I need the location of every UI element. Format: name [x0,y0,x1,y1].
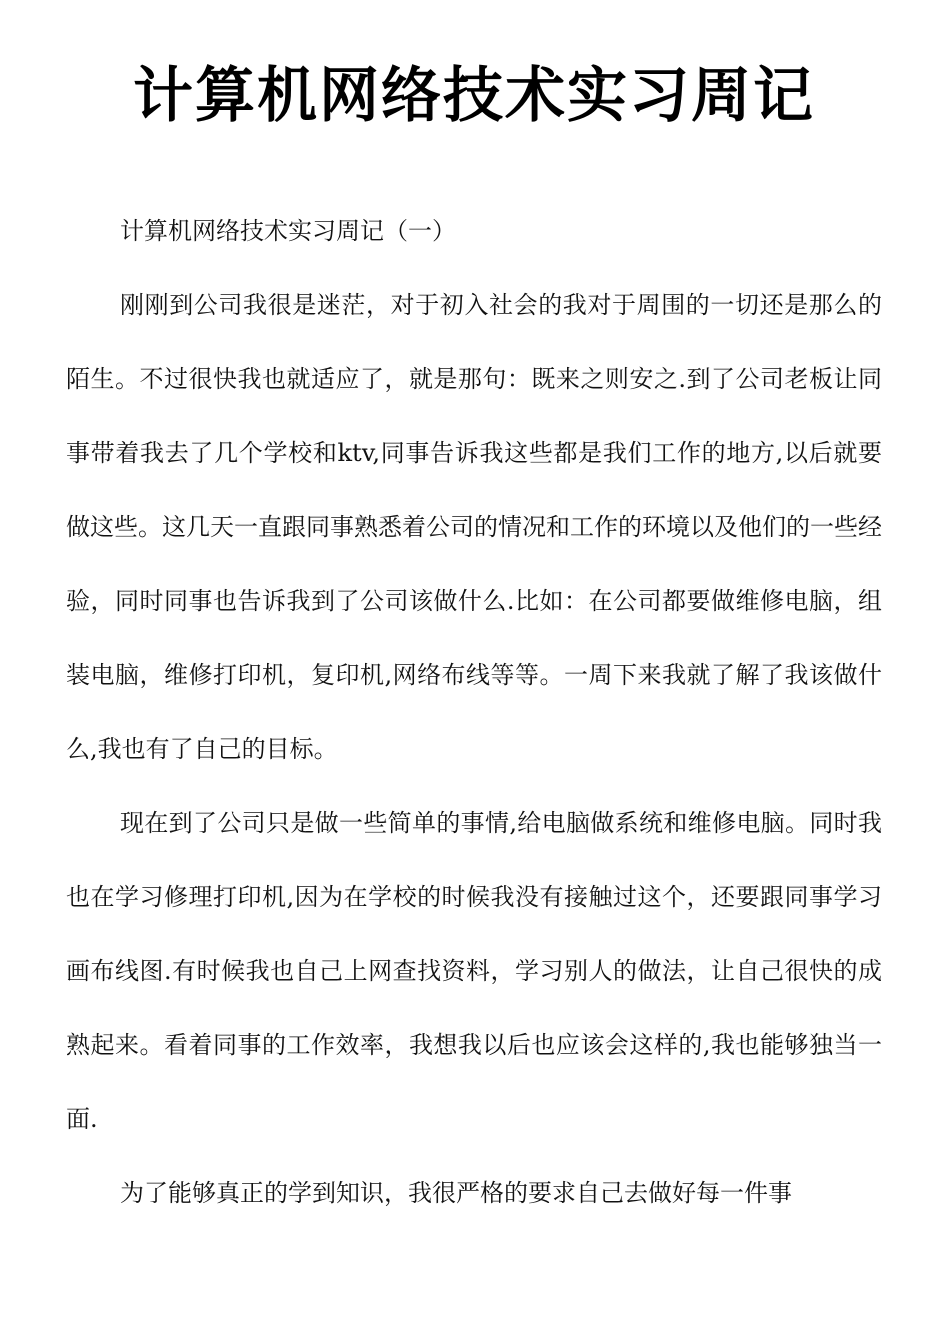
section-heading: 计算机网络技术实习周记（一） [120,217,456,245]
document-title: 计算机网络技术实习周记 [133,61,815,131]
paragraph-3: 为了能够真正的学到知识，我很严格的要求自己去做好每一件事 [120,1179,792,1207]
document-body [66,194,882,1230]
paragraph-1: 刚刚到公司我很是迷茫，对于初入社会的我对于周围的一切还是那么的陌生。不过很快我也就适应了，就是那句：既来之则安之.到了公司老板让同事带着我去了几个学校和ktv,同事告诉我这些都是我们工作的地方,以后就要做这些。这几天一直跟同事熟悉着公司的情况和工作的环境以及他们的一些经验，同时同事也告诉我到了公司该做什么.比如：在公司都要做维修电脑，组装电脑，维修打印机，复印机,网络布线等等。一周下来我就了解了我该做什么,我也有了自己的目标。 [66,291,882,763]
paragraph-2: 现在到了公司只是做一些简单的事情,给电脑做系统和维修电脑。同时我也在学习修理打印机,因为在学校的时候我没有接触过这个，还要跟同事学习画布线图.有时候我也自己上网查找资料，学习别人的做法，让自己很快的成熟起来。看着同事的工作效率，我想我以后也应该会这样的,我也能够独当一面. [66,809,882,1133]
